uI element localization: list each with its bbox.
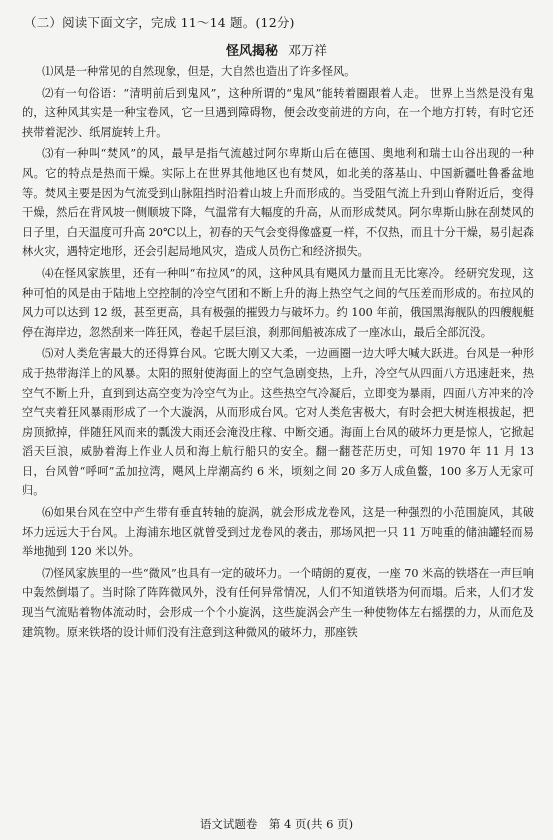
paragraph-4: ⑷在怪风家族里，还有一种叫“布拉风”的风，这种风具有飓风力量而且无比寒冷。 经研究发现，这种可怕的风是由于陆地上空控制的冷空气团和不断上升的海上热空气之间的气压差而形成的。布拉风的风力可以达到 12 级，甚至更高，具有极强的摧毁力与破坏力。约 100 年前，俄国黑海舰队的四艘舰艇停在海岸边，忽然刮来一阵狂风，卷起千层巨浪，刹那间船被冻成了一座冰山，最后全部沉没。 — [22, 266, 534, 339]
paragraph-5: ⑸对人类危害最大的还得算台风。它既大刚又大柔，一边画圈一边大呼大喊大跃进。台风是一种形成于热带海洋上的风暴。太阳的照射使海面上的空气急剧变热，上升，冷空气从四面八方迅速赶来，热空气不断上升，直到到达高空变为冷空气为止。这些热空气冷凝后，立即变为暴雨，四面八方冲来的冷空气夹着狂风暴雨形成了一个大漩涡，从而形成台风。它对人类危害极大，有时会把大树连根拔起，把房顶掀掉，伴随狂风而来的瓢泼大雨还会淹没庄稼、中断交通。海面上台风的破坏力更是惊人，它掀起滔天巨浪，威胁着海上作业人员和海上航行船只的安全。翻一翻苍茫历史，可知 1970 年 11 月 13 日，台风曾“呼呵”孟加拉湾，飓风上岸潮高约 6 米，顷刻之间 20 多万人成鱼鳖，100 多万人无家可归。 — [22, 347, 534, 498]
article-body — [22, 62, 534, 642]
article-title-text: 怪风揭秘 — [225, 44, 278, 59]
paragraph-6: ⑹如果台风在空中产生带有垂直转轴的旋涡，就会形成龙卷风，这是一种强烈的小范围旋风，其破坏力远远大于台风。上海浦东地区就曾受到过龙卷风的袭击，那场风把一只 11 万吨重的储油罐轻而易举地抛到 120 米以外。 — [22, 506, 534, 559]
paragraph-2: ⑵有一句俗语：“清明前后到鬼风”，这种所谓的“鬼风”能转着圈跟着人走。 世界上当然是没有鬼的，这种风其实是一种宝卷风，它一旦遇到障碍物，便会改变前进的方向，在一个地方打转，有时它还挟带着泥沙、纸屑旋转上升。 — [22, 86, 534, 139]
article-title — [0, 40, 553, 59]
article-author: 邓万祥 — [288, 44, 328, 59]
paragraph-7: ⑺怪风家族里的一些“微风”也具有一定的破坏力。一个晴朗的夏夜，一座 70 米高的铁塔在一声巨响中轰然倒塌了。当时除了阵阵微风外，没有任何异常情况，人们不知道铁塔为何而塌。后来，人们才发现当气流贴着物体流动时，会形成一个个小旋涡，这些旋涡会产生一种使物体左右摇摆的力，从而危及建筑物。原来铁塔的设计师们没有注意到这种微风的破坏力，那座铁 — [22, 566, 534, 639]
page-footer: 语文试题卷 第 4 页(共 6 页) — [199, 817, 354, 831]
paragraph-3: ⑶有一种叫“焚风”的风，最早是指气流越过阿尔卑斯山后在德国、奥地利和瑞士山谷出现的一种风。它的特点是热而干燥。实际上在世界其他地区也有焚风，如北美的落基山、中国新疆吐鲁番盆地等。焚风主要是因为气流受到山脉阻挡时沿着山坡上升而形成的。当受阻气流上升到山脊附近后，变得干燥，然后在背风坡一侧顺坡下降，气温常有大幅度的升高，从而形成焚风。阿尔卑斯山脉在刮焚风的日子里，白天温度可升高 20℃以上，初春的天气会变得像盛夏一样，不仅热，而且十分干燥，易引起森林火灾，遇特定地形，还会引起局地风灾，造成人员伤亡和经济损失。 — [22, 147, 534, 259]
section-heading: （二）阅读下面文字，完成 11～14 题。(12分) — [24, 15, 295, 30]
paragraph-1: ⑴风是一种常见的自然现象，但是，大自然也造出了许多怪风。 — [42, 65, 356, 78]
